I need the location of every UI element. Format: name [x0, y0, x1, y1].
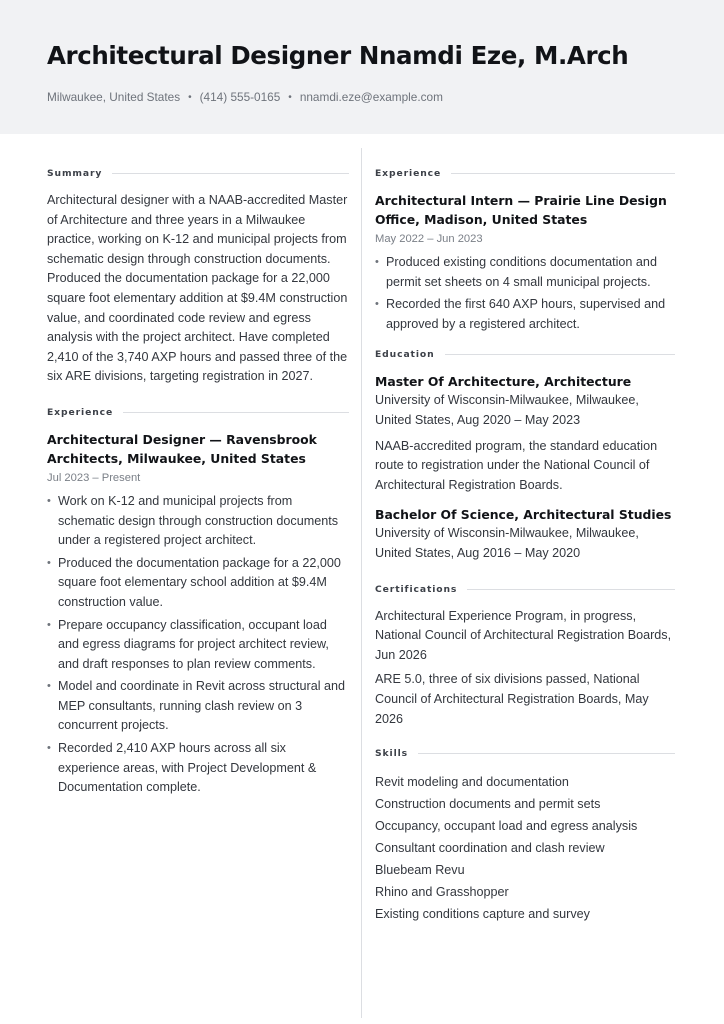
skill-item: Existing conditions capture and survey: [375, 907, 590, 922]
certification-item: ARE 5.0, three of six divisions passed, National Council of Architectural Registration Boards, May 2026: [375, 672, 649, 726]
section-rule: [123, 412, 349, 413]
experience-heading: Experience: [375, 168, 675, 179]
location-text: Milwaukee, United States: [47, 90, 181, 104]
certification-item: Architectural Experience Program, in progress, National Council of Architectural Registration Boards, Jun 2026: [375, 608, 672, 662]
email-link[interactable]: nnamdi.eze@example.com: [299, 90, 443, 104]
bullet-item: • Work on K-12 and municipal projects from schematic design through construction documents under a registered project architect.: [47, 492, 349, 551]
job-title: Architectural Intern — Prairie Line Design Office, Madison, United States: [375, 193, 667, 227]
experience-heading: Experience: [47, 407, 349, 418]
education-entry: [375, 505, 675, 563]
education-heading: Education: [375, 349, 675, 360]
bullet-item: • Recorded the first 640 AXP hours, supervised and approved by a registered architect.: [375, 295, 675, 334]
skills-list: [375, 771, 675, 925]
bullet-item: • Produced existing conditions documentation and permit set sheets on 4 small municipal projects.: [375, 253, 675, 292]
education-entry: [375, 372, 675, 495]
school-line: University of Wisconsin-Milwaukee, Milwaukee, United States, Aug 2020 – May 2023: [375, 393, 639, 427]
job-dates: Jul 2023 – Present: [47, 471, 141, 484]
resume-header: [0, 0, 724, 134]
education-note: NAAB-accredited program, the standard education route to registration under the National Council of Architectural Registration Boards.: [375, 438, 658, 492]
candidate-name: Architectural Designer Nnamdi Eze, M.Arch: [47, 41, 629, 70]
skills-heading: Skills: [375, 748, 675, 759]
bullet-item: • Model and coordinate in Revit across structural and MEP consultants, running clash review on 3 concurrent projects.: [47, 677, 349, 736]
school-line: University of Wisconsin-Milwaukee, Milwaukee, United States, Aug 2016 – May 2020: [375, 526, 639, 560]
section-rule: [445, 354, 675, 355]
skill-item: Construction documents and permit sets: [375, 797, 601, 812]
bullet-item: • Recorded 2,410 AXP hours across all six experience areas, with Project Development & Documentation complete.: [47, 739, 349, 798]
job-bullets: [47, 492, 349, 798]
resume-body: [0, 134, 724, 925]
phone-text: (414) 555-0165: [199, 90, 281, 104]
contact-line: [47, 90, 677, 104]
job-entry: [47, 430, 349, 798]
job-bullets: [375, 253, 675, 334]
contact-separator: •: [288, 91, 292, 103]
section-rule: [418, 753, 675, 754]
skill-item: Occupancy, occupant load and egress analysis: [375, 819, 638, 834]
degree-title: Bachelor Of Science, Architectural Studies: [375, 507, 672, 523]
left-column: [47, 134, 349, 925]
skill-item: Bluebeam Revu: [375, 863, 465, 878]
section-rule: [467, 589, 675, 590]
skill-item: Revit modeling and documentation: [375, 775, 569, 790]
job-entry: [375, 191, 675, 334]
contact-separator: •: [188, 91, 192, 103]
certifications-heading: Certifications: [375, 584, 675, 595]
section-rule: [451, 173, 675, 174]
summary-text: Architectural designer with a NAAB-accredited Master of Architecture and three years in a Milwaukee practice, working on K-12 and municipal projects from schematic design through construction documents. Produced the documentation package for a 22,000 square foot elementary addition at $9.4M construction value, and coordinated code review and egress analysis with the project architect. Have completed 2,410 of the 3,740 AXP hours and passed three of the six ARE divisions, targeting registration in 2027.: [47, 193, 348, 384]
section-rule: [112, 173, 349, 174]
bullet-item: • Prepare occupancy classification, occupant load and egress diagrams for project architect review, and draft responses to plan review comments.: [47, 616, 349, 675]
bullet-item: • Produced the documentation package for a 22,000 square foot elementary school addition at $9.4M construction value.: [47, 554, 349, 613]
skill-item: Consultant coordination and clash review: [375, 841, 605, 856]
right-column: [375, 134, 675, 925]
degree-title: Master Of Architecture, Architecture: [375, 374, 632, 390]
column-divider: [361, 148, 362, 1018]
job-title: Architectural Designer — Ravensbrook Architects, Milwaukee, United States: [47, 431, 317, 466]
skill-item: Rhino and Grasshopper: [375, 885, 509, 900]
summary-heading: Summary: [47, 168, 349, 179]
job-dates: May 2022 – Jun 2023: [375, 233, 483, 245]
